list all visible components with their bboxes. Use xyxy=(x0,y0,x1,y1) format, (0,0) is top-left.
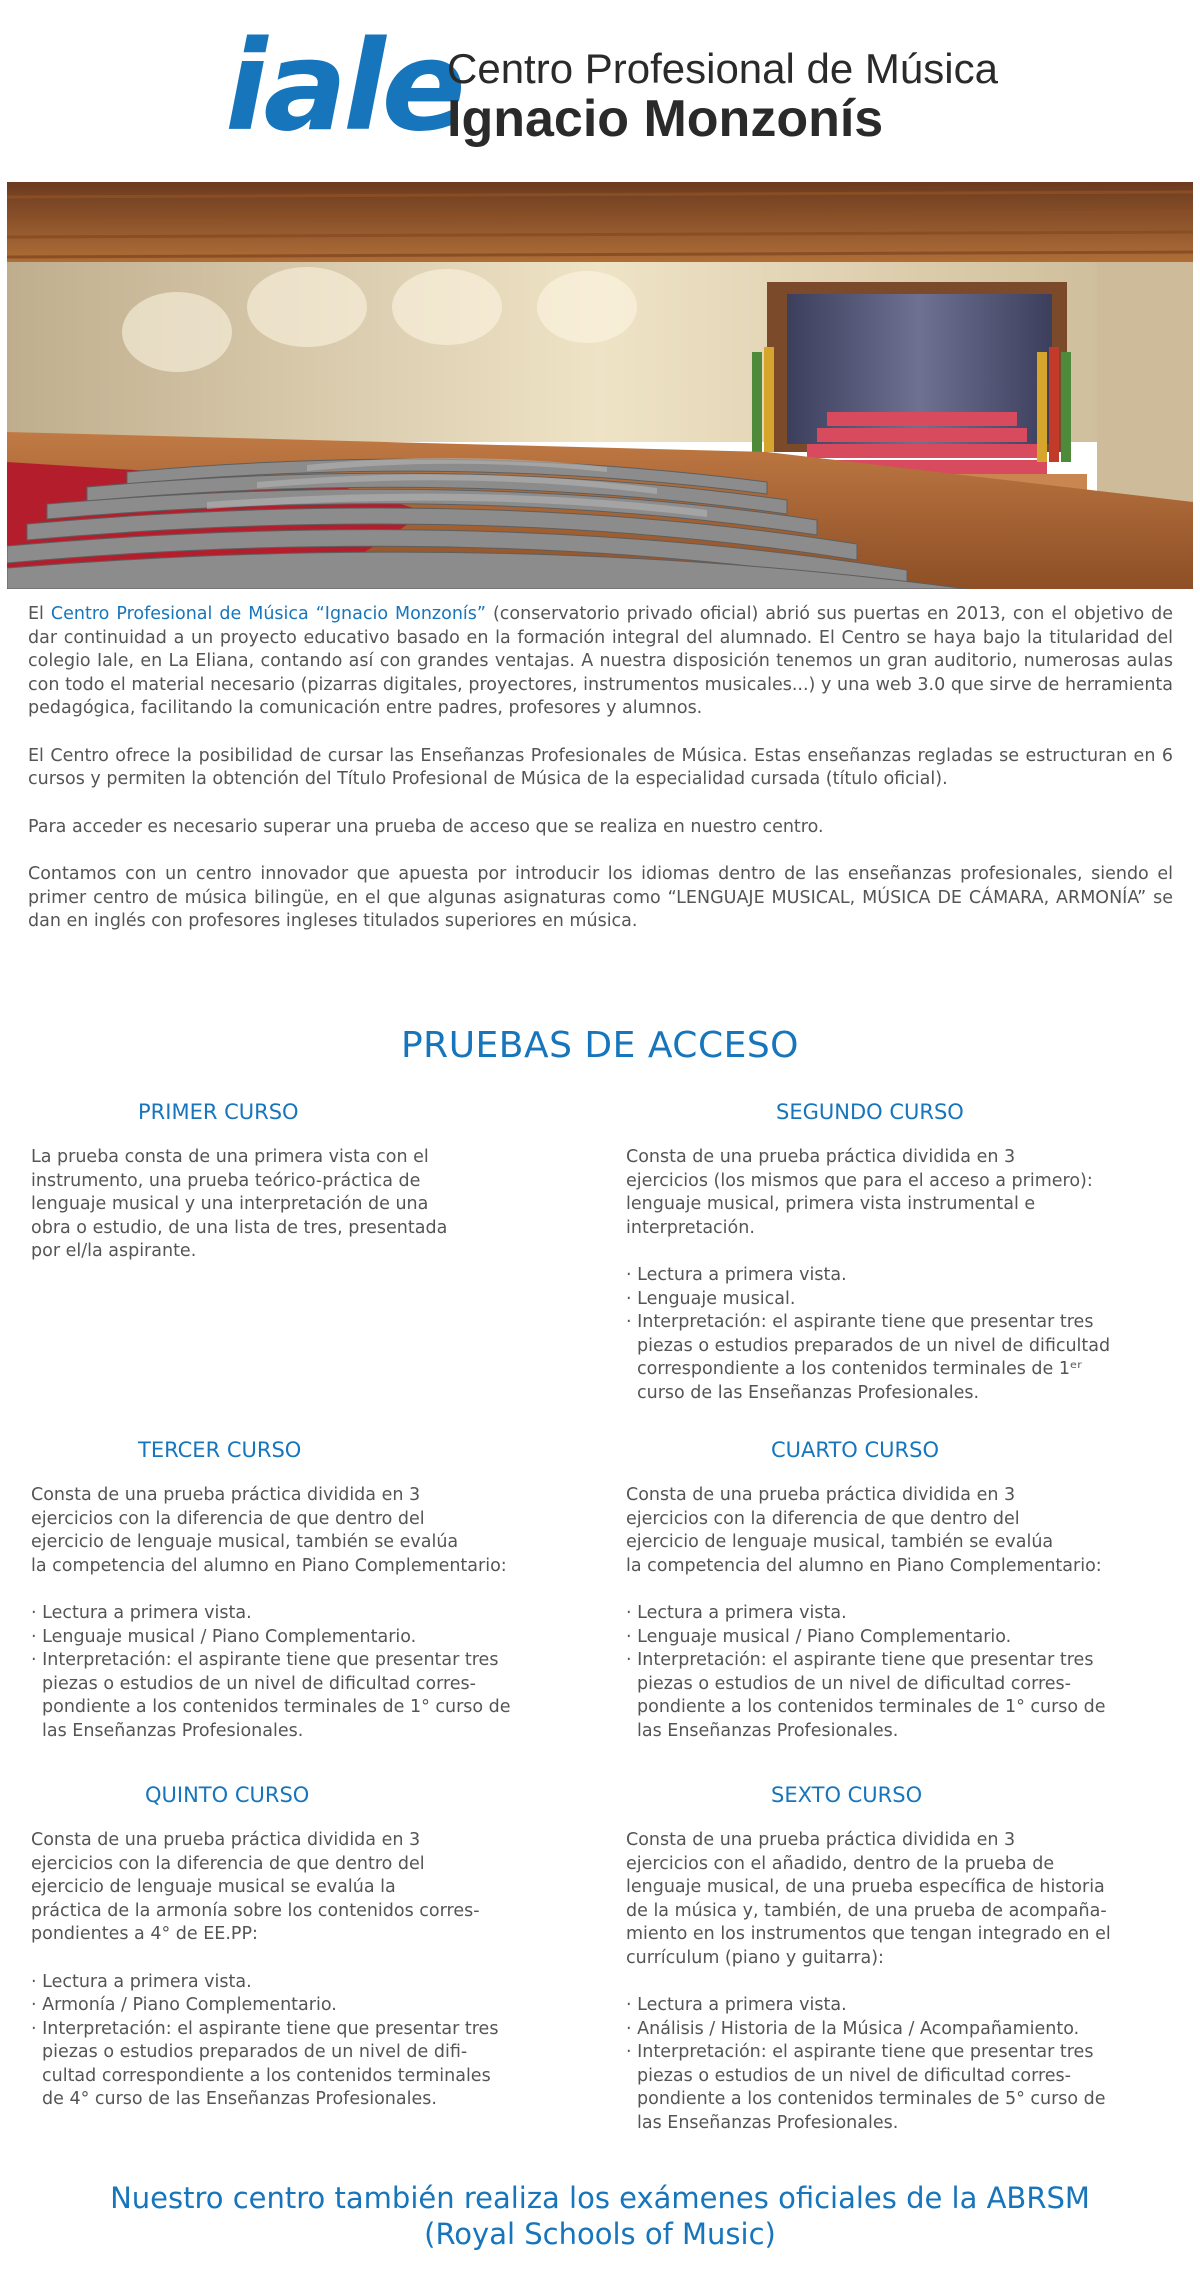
course-title: QUINTO CURSO xyxy=(145,1783,310,1807)
abrsm-line-1: Nuestro centro también realiza los exámenes oficiales de la ABRSM xyxy=(110,2181,1090,2215)
logo-title-line2: Ignacio Monzonís xyxy=(447,90,884,148)
intro-p1-prefix: El xyxy=(28,604,51,624)
course-items xyxy=(31,1602,591,1743)
intro-paragraph-2: El Centro ofrece la posibilidad de cursar las Enseñanzas Profesionales de Música. Estas enseñanzas regladas se estructuran en 6 cursos y permiten la obtención del Título Profesional de Música de la especialidad cursada (título oficial). xyxy=(28,745,1173,789)
list-item: · Lectura a primera vista. xyxy=(31,1971,591,1995)
intro-p1-rest: (conservatorio privado oficial) abrió sus puertas en 2013, con el objetivo de dar continuidad a un proyecto educativo basado en la formación integral del alumnado. El Centro se haya bajo la titularidad del colegio Iale, en La Eliana, contando así con grandes ventajas. A nuestra disposición tenemos un gran auditorio, numerosas aulas con todo el material necesario (pizarras digitales, proyectores, instrumentos musicales...) y una web 3.0 que sirve de herramienta pedagógica, facilitando la comunicación entre padres, profesores y alumnos. xyxy=(28,604,1174,718)
course-title: SEGUNDO CURSO xyxy=(776,1100,964,1124)
list-item: · Lectura a primera vista. xyxy=(626,1994,1186,2018)
section-title: PRUEBAS DE ACCESO xyxy=(400,1025,800,1066)
list-item: · Lenguaje musical. xyxy=(626,1288,1186,1312)
intro-paragraph-4: Contamos con un centro innovador que apuesta por introducir los idiomas dentro de las enseñanzas profesionales, siendo el primer centro de música bilingüe, en el que algunas asignaturas como “LENGUAJE MUSICAL, MÚSICA DE CÁMARA, ARMONÍA” se dan en inglés con profesores ingleses titulados superiores en música. xyxy=(28,864,1173,931)
course-items xyxy=(626,1994,1186,2135)
list-item: · Lenguaje musical / Piano Complementario. xyxy=(626,1626,1186,1650)
list-item: · Lectura a primera vista. xyxy=(626,1264,1186,1288)
course-body xyxy=(31,1146,591,1264)
list-item: · Lectura a primera vista. xyxy=(31,1602,591,1626)
course-description: Consta de una prueba práctica dividida en 3 ejercicios con la diferencia de que dentro del ejercicio de lenguaje musical, también se evalúa la competencia del alumno en Piano Complementario: xyxy=(626,1485,1102,1576)
intro-paragraph-1 xyxy=(28,603,1173,721)
logo-title-line1: Centro Profesional de Música xyxy=(447,45,998,92)
course-body xyxy=(31,1829,591,2112)
course-title: TERCER CURSO xyxy=(138,1438,302,1462)
intro-paragraph-3: Para acceder es necesario superar una prueba de acceso que se realiza en nuestro centro. xyxy=(28,816,824,837)
header xyxy=(0,0,1200,175)
course-body xyxy=(626,1484,1186,1743)
centro-link[interactable]: Centro Profesional de Música “Ignacio Monzonís” xyxy=(50,604,486,624)
course-body xyxy=(626,1146,1186,1405)
list-item: · Interpretación: el aspirante tiene que presentar tres piezas o estudios de un nivel de dificultad corres- pondiente a los contenidos terminales de 1° curso de las Enseñanzas Profesionales. xyxy=(31,1649,591,1743)
course-description: Consta de una prueba práctica dividida en 3 ejercicios con la diferencia de que dentro del ejercicio de lenguaje musical se evalúa la práctica de la armonía sobre los contenidos corres- pondientes a 4° de EE.PP: xyxy=(31,1830,480,1944)
course-title: SEXTO CURSO xyxy=(771,1783,923,1807)
abrsm-line-2: (Royal Schools of Music) xyxy=(424,2217,776,2251)
list-item: · Lectura a primera vista. xyxy=(626,1602,1186,1626)
course-description: Consta de una prueba práctica dividida en 3 ejercicios con la diferencia de que dentro del ejercicio de lenguaje musical, también se evalúa la competencia del alumno en Piano Complementario: xyxy=(31,1485,507,1576)
list-item: · Lenguaje musical / Piano Complementario. xyxy=(31,1626,591,1650)
auditorium-photo xyxy=(7,182,1193,589)
abrsm-notice xyxy=(0,2180,1200,2252)
list-item: · Interpretación: el aspirante tiene que presentar tres piezas o estudios de un nivel de dificultad corres- pondiente a los contenidos terminales de 5° curso de las Enseñanzas Profesionales. xyxy=(626,2041,1186,2135)
course-items xyxy=(626,1602,1186,1743)
course-items xyxy=(626,1264,1186,1405)
list-item: · Interpretación: el aspirante tiene que presentar tres piezas o estudios preparados de un nivel de dificultad correspondiente a los contenidos terminales de 1ᵉʳ curso de las Enseñanzas Profesionales. xyxy=(626,1311,1186,1405)
list-item: · Armonía / Piano Complementario. xyxy=(31,1994,591,2018)
course-body xyxy=(626,1829,1186,2135)
course-description: Consta de una prueba práctica dividida en 3 ejercicios (los mismos que para el acceso a primero): lenguaje musical, primera vista instrumental e interpretación. xyxy=(626,1147,1093,1238)
course-items xyxy=(31,1971,591,2112)
course-title: PRIMER CURSO xyxy=(138,1100,299,1124)
list-item: · Interpretación: el aspirante tiene que presentar tres piezas o estudios preparados de un nivel de difi- cultad correspondiente a los contenidos terminales de 4° curso de las Enseñanzas Profesionales. xyxy=(31,2018,591,2112)
course-title: CUARTO CURSO xyxy=(771,1438,939,1462)
logo-mark: iale xyxy=(225,15,462,159)
list-item: · Interpretación: el aspirante tiene que presentar tres piezas o estudios de un nivel de dificultad corres- pondiente a los contenidos terminales de 1° curso de las Enseñanzas Profesionales. xyxy=(626,1649,1186,1743)
course-body xyxy=(31,1484,591,1743)
course-description: La prueba consta de una primera vista con el instrumento, una prueba teórico-práctica de lenguaje musical y una interpretación de una obra o estudio, de una lista de tres, presentada por el/la aspirante. xyxy=(31,1147,448,1261)
course-description: Consta de una prueba práctica dividida en 3 ejercicios con el añadido, dentro de la prueba de lenguaje musical, de una prueba específica de historia de la música y, también, de una prueba de acompaña- miento en los instrumentos que tengan integrado en el currículum (piano y guitarra): xyxy=(626,1830,1111,1968)
intro-text xyxy=(28,603,1173,958)
list-item: · Análisis / Historia de la Música / Acompañamiento. xyxy=(626,2018,1186,2042)
